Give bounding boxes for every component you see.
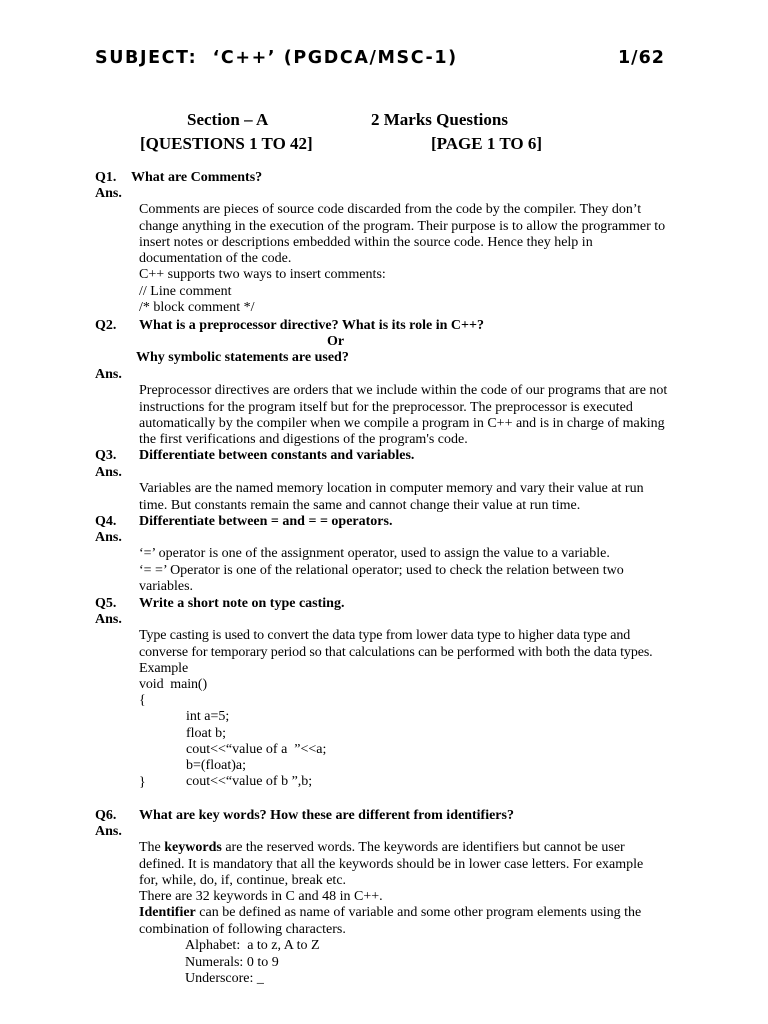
- q1-ans-label: Ans.: [95, 186, 122, 201]
- q4-question: Differentiate between = and = = operators.: [139, 514, 393, 529]
- q1-answer-line: insert notes or descriptions embedded within the source code. Hence they help in: [139, 234, 593, 250]
- q1-answer-line: C++ supports two ways to insert comments:: [139, 267, 386, 283]
- q3-answer-line: time. But constants remain the same and cannot change their value at run time.: [139, 497, 581, 513]
- q2-label: Q2.: [95, 318, 117, 333]
- q4-label: Q4.: [95, 514, 117, 529]
- q2-answer-line: automatically by the compiler when we compile a program in C++ and is in charge of making: [139, 415, 665, 431]
- q2-answer-line: the first verifications and digestions of the program's code.: [139, 432, 468, 448]
- code-line: cout<<“value of b ”,b;: [186, 774, 313, 790]
- page-range: [PAGE 1 TO 6]: [431, 134, 542, 153]
- q6-ans-label: Ans.: [95, 824, 122, 839]
- char-list-item: Numerals: 0 to 9: [185, 954, 279, 970]
- char-list-item: Alphabet: a to z, A to Z: [185, 938, 320, 954]
- code-line: b=(float)a;: [186, 758, 246, 774]
- q2-question: What is a preprocessor directive? What is its role in C++?: [139, 318, 484, 333]
- q5-answer-line: {: [139, 693, 146, 709]
- q6-answer-line: for, while, do, if, continue, break etc.: [139, 872, 347, 888]
- q3-answer-line: Variables are the named memory location in computer memory and vary their value at run: [139, 481, 644, 497]
- q4-answer-line: ‘=’ operator is one of the assignment operator, used to assign the value to a variable.: [139, 546, 610, 562]
- q1-label: Q1.: [95, 170, 117, 185]
- q6-answer-line: There are 32 keywords in C and 48 in C++.: [139, 889, 383, 905]
- q2-ans-label: Ans.: [95, 367, 122, 382]
- q5-question: Write a short note on type casting.: [139, 596, 345, 611]
- q6-text: The: [139, 840, 165, 856]
- q5-answer-line: Example: [139, 660, 189, 676]
- page-number: 1/62: [618, 48, 665, 68]
- q5-code-block: [186, 693, 326, 823]
- q2-question-alt: Why symbolic statements are used?: [136, 350, 349, 365]
- q6-label: Q6.: [95, 808, 117, 823]
- marks-title: 2 Marks Questions: [371, 110, 508, 129]
- q6-answer-line: defined. It is mandatory that all the keywords should be in lower case letters. For example: [139, 856, 644, 872]
- q4-answer-line: variables.: [139, 578, 194, 594]
- q5-answer-line: Type casting is used to convert the data type from lower data type to higher data type and: [139, 628, 631, 644]
- q6-answer-line: combination of following characters.: [139, 921, 346, 937]
- q1-question: What are Comments?: [131, 170, 263, 185]
- q6-text: can be defined as name of variable and some other program elements using the: [195, 905, 642, 921]
- questions-range: [QUESTIONS 1 TO 42]: [140, 134, 313, 153]
- q4-answer-line: ‘= =’ Operator is one of the relational operator; used to check the relation between two: [139, 562, 624, 578]
- q6-question: What are key words? How these are different from identifiers?: [139, 808, 514, 823]
- q1-answer-line: // Line comment: [139, 283, 232, 299]
- q6-text: are the reserved words. The keywords are identifiers but cannot be user: [221, 840, 625, 856]
- q3-ans-label: Ans.: [95, 465, 122, 480]
- keywords-term: keywords: [164, 840, 222, 856]
- q6-answer-line: [139, 840, 643, 856]
- q5-label: Q5.: [95, 596, 117, 611]
- section-title: Section – A: [187, 110, 269, 129]
- code-line: float b;: [186, 725, 227, 741]
- q1-answer-line: Comments are pieces of source code discarded from the code by the compiler. They don’t: [139, 202, 642, 218]
- q6-char-list: [185, 922, 320, 1020]
- q2-or: Or: [327, 334, 345, 349]
- q3-label: Q3.: [95, 448, 117, 463]
- q5-answer-line: void main(): [139, 677, 208, 693]
- q5-ans-label: Ans.: [95, 612, 122, 627]
- code-line: cout<<“value of a ”<<a;: [186, 741, 327, 757]
- q5-answer-line: converse for temporary period so that calculations can be performed with both the data types.: [139, 644, 653, 660]
- q5-code-close: }: [139, 775, 146, 790]
- q2-answer-line: instructions for the program itself but for the preprocessor. The preprocessor is executed: [139, 399, 633, 415]
- q1-answer-line: /* block comment */: [139, 300, 255, 316]
- q4-ans-label: Ans.: [95, 530, 122, 545]
- subject-heading: SUBJECT: ‘C++’ (PGDCA/MSC-1): [95, 48, 458, 68]
- char-list-item: Underscore: _: [185, 970, 264, 986]
- q1-answer-line: change anything in the execution of the program. Their purpose is to allow the programmer to: [139, 218, 666, 234]
- q2-answer-line: Preprocessor directives are orders that we include within the code of our programs that are not: [139, 383, 668, 399]
- q3-question: Differentiate between constants and variables.: [139, 448, 415, 463]
- identifier-term: Identifier: [139, 905, 196, 921]
- q1-answer-line: documentation of the code.: [139, 251, 292, 267]
- q6-answer-line: [139, 905, 643, 921]
- code-line: int a=5;: [186, 709, 230, 725]
